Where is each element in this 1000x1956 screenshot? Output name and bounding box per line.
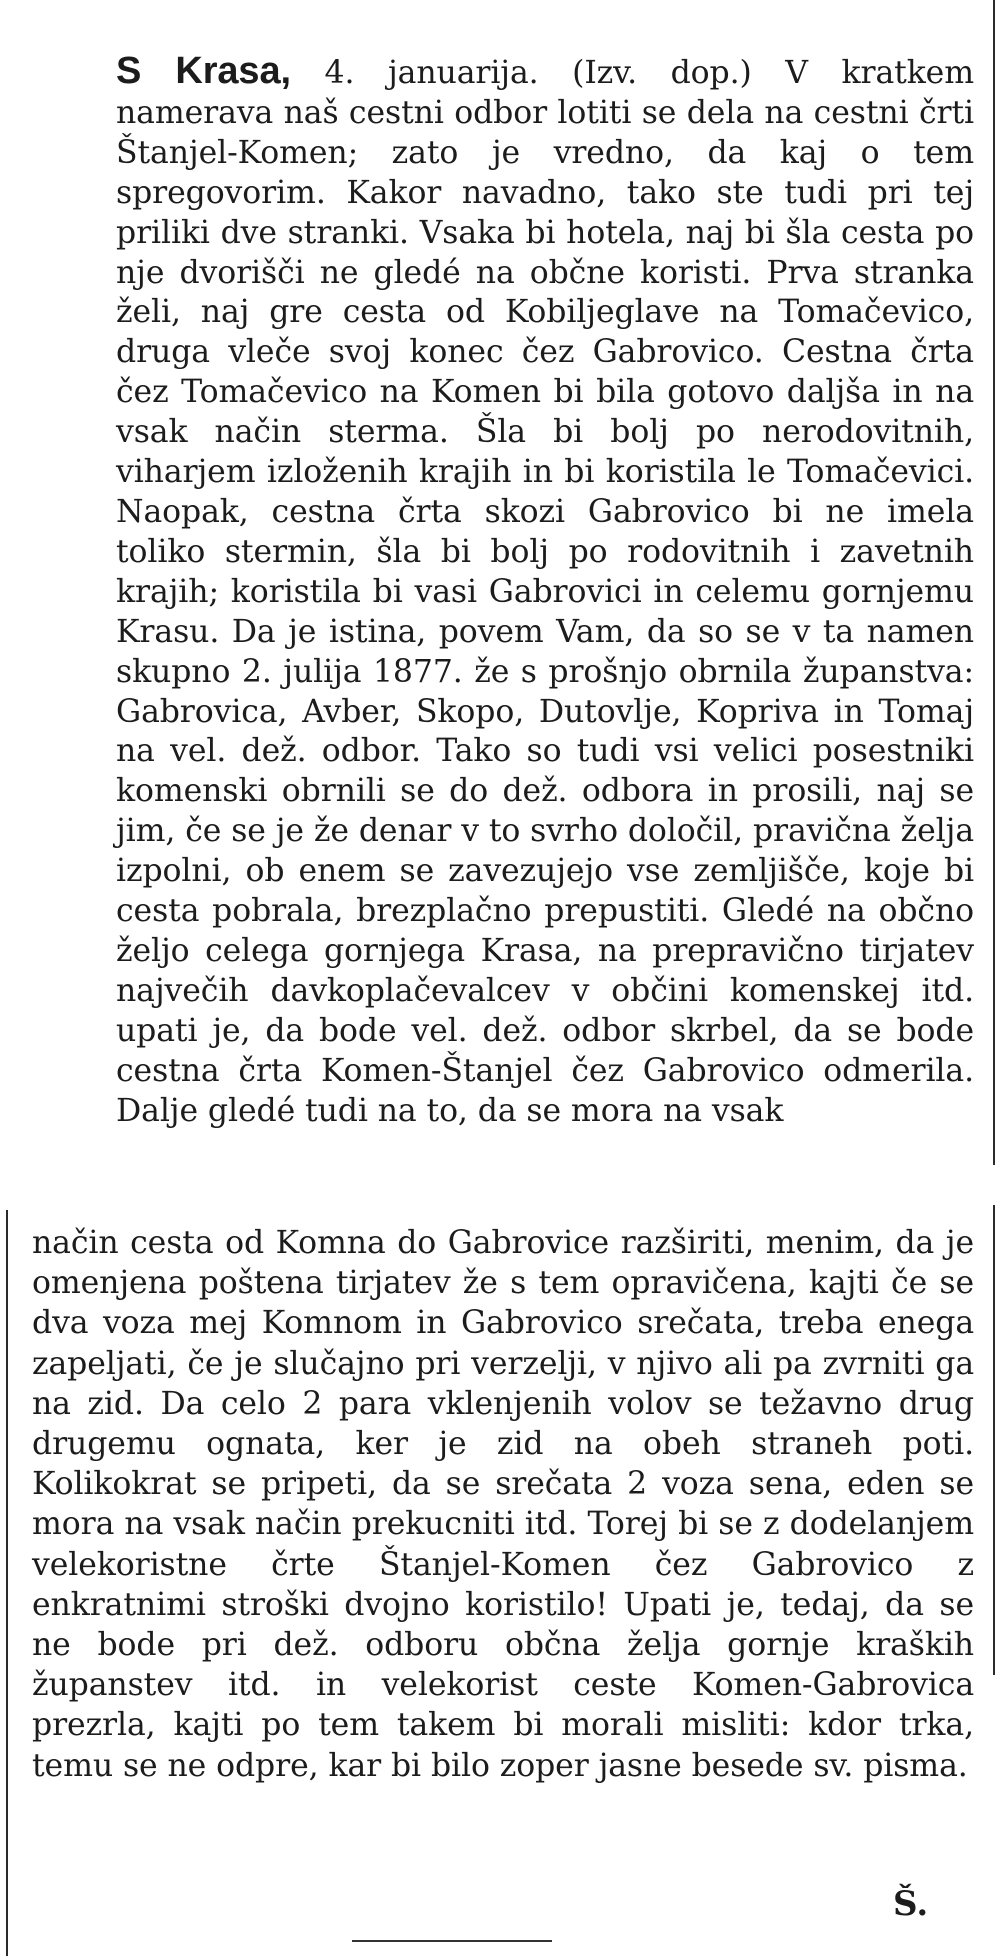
article-top-section [32, 52, 974, 1131]
column-rule-left-bottom [6, 1210, 8, 1956]
column-rule-right-bottom [993, 1205, 995, 1675]
article-body-top: 4. januarija. (Izv. dop.) V kratkem namerava naš cestni odbor lotiti se dela na cestni črti Štanjel-Komen; zato je vredno, da kaj o tem spregovorim. Kakor navadno, tako ste tudi pri tej priliki dve stranki. Vsaka bi hotela, naj bi šla cesta po nje dvorišči ne gledé na občne koristi. Prva stranka želi, naj gre cesta od Kobiljeglave na Tomačevico, druga vleče svoj konec čez Gabrovico. Cestna črta čez Tomačevico na Komen bi bila gotovo daljša in na vsak način sterma. Šla bi bolj po nerodovitnih, viharjem izloženih krajih in bi koristila le Tomačevici. Naopak, cestna črta skozi Gabrovico bi ne imela toliko stermin, šla bi bolj po rodovitnih i zavetnih krajih; koristila bi vasi Gabrovici in celemu gornjemu Krasu. Da je istina, povem Vam, da so se v ta namen skupno 2. julija 1877. že s prošnjo obrnila županstva: Gabrovica, Avber, Skopo, Dutovlje, Kopriva in Tomaj na vel. dež. odbor. Tako so tudi vsi velici posestniki komenski obrnili se do dež. odbora in prosili, naj se jim, če se je že denar v to svrho določil, pravična želja izpolni, ob enem se zavezujejo vse zemljišče, koje bi cesta pobrala, brezplačno prepustiti. Gledé na občno željo celega gornjega Krasa, na prepravično tirjatev največih davkoplačevalcev v občini komenskej itd. upati je, da bode vel. dež. odbor skrbel, da se bode cestna črta Komen-Štanjel čez Gabrovico odmerila. Dalje gledé tudi na to, da se mora na vsak [116, 55, 974, 1129]
article-paragraph-bottom: način cesta od Komna do Gabrovice razširiti, menim, da je omenjena poštena tirjatev že s tem opravičena, kajti če se dva voza mej Komnom in Gabrovico srečata, treba enega zapeljati, če je slučajno pri verzelji, v njivo ali pa zvrniti ga na zid. Da celo 2 para vklenjenih volov se težavno drug drugemu ognata, ker je zid na obeh straneh poti. Kolikokrat se pripeti, da se srečata 2 voza sena, eden se mora na vsak način prekucniti itd. Torej bi se z dodelanjem velekoristne črte Štanjel-Komen čez Gabrovico z enkratnimi stroški dvojno koristilo! Upati je, tedaj, da se ne bode pri dež. odboru občna želja gornje kraških županstev itd. in velekorist ceste Komen-Gabrovica prezrla, kajti po tem takem bi morali misliti: kdor trka, temu se ne odpre, kar bi bilo zoper jasne besede sv. pisma. [32, 1225, 974, 1784]
column-rule-right-top [993, 0, 995, 1165]
article-paragraph-top [32, 52, 974, 1131]
article-bottom-section [32, 1223, 974, 1786]
article-signature: Š. [893, 1884, 929, 1924]
article-end-rule [352, 1940, 552, 1942]
article-dateline: S Krasa, [116, 50, 291, 92]
